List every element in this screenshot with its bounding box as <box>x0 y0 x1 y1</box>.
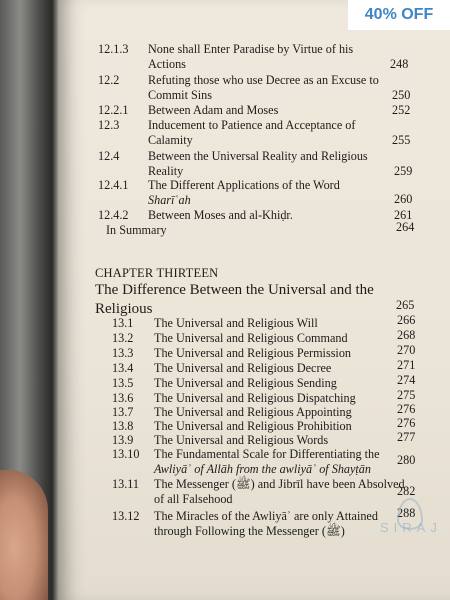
section-number: 13.12 <box>112 509 140 523</box>
section-number: 13.11 <box>112 477 139 491</box>
section-title: In Summary <box>106 223 167 237</box>
page-number: 276 <box>397 402 416 416</box>
section-number: 12.1.3 <box>98 42 129 56</box>
toc-entry-12-4-1 <box>98 178 418 208</box>
section-title: The Universal and Religious Decree <box>154 361 332 375</box>
thumb <box>0 470 48 600</box>
toc-entry-13-3 <box>112 343 422 360</box>
section-title-cont: Calamity <box>148 133 193 147</box>
section-number: 13.6 <box>112 391 134 405</box>
section-number: 13.4 <box>112 361 134 375</box>
section-number: 13.7 <box>112 405 134 419</box>
page-number: 274 <box>397 373 416 387</box>
page-number: 275 <box>397 388 416 402</box>
section-number: 13.5 <box>112 376 134 390</box>
section-title: The Universal and Religious Sending <box>154 376 337 390</box>
toc-entry-13-2 <box>112 328 422 345</box>
section-title: None shall Enter Paradise by Virtue of his <box>148 42 354 56</box>
section-number: 13.8 <box>112 419 134 433</box>
toc-entry-12-2 <box>98 73 418 103</box>
page-number: 264 <box>396 220 415 234</box>
page-number: 252 <box>392 103 411 117</box>
section-number: 13.10 <box>112 447 140 461</box>
discount-badge: 40% OFF <box>348 0 450 30</box>
section-number: 12.4.1 <box>98 178 129 192</box>
chapter-title: The Difference Between the Universal and the Religious <box>95 282 374 317</box>
section-number: 13.9 <box>112 433 134 447</box>
section-title-cont: through Following the Messenger (ﷺ) <box>154 524 345 538</box>
toc-entry-13-12 <box>112 506 422 539</box>
section-title: The Different Applications of the Word <box>148 178 340 192</box>
toc-entry-12-4 <box>98 149 418 179</box>
page-number: 259 <box>394 164 413 178</box>
toc-entry-13-1 <box>112 313 422 330</box>
section-title: The Universal and Religious Words <box>154 433 329 447</box>
section-number: 12.3 <box>98 118 120 132</box>
page-number: 282 <box>397 484 416 498</box>
page-number: 277 <box>397 430 416 444</box>
section-number: 13.1 <box>112 316 134 330</box>
toc-entry-13-9 <box>112 430 422 447</box>
page-number: 268 <box>397 328 416 342</box>
siraj-watermark: SIRAJ <box>380 520 442 535</box>
toc-entry-12-4-2 <box>98 208 418 223</box>
page-number: 280 <box>397 453 416 467</box>
section-title-cont: Reality <box>148 164 184 178</box>
page-number: 260 <box>394 192 413 206</box>
page-number: 261 <box>394 208 413 222</box>
section-number: 12.4.2 <box>98 208 129 222</box>
section-title: Between the Universal Reality and Religious <box>148 149 368 163</box>
toc-entry-13-10 <box>112 447 422 477</box>
toc-entry-13-8 <box>112 416 422 433</box>
page-number: 265 <box>396 298 415 312</box>
page-number: 288 <box>397 506 416 520</box>
toc-entry-12-1-3 <box>98 42 418 72</box>
section-number: 12.2 <box>98 73 120 87</box>
section-number: 13.3 <box>112 346 134 360</box>
page-number: 248 <box>390 57 409 71</box>
section-title: Refuting those who use Decree as an Excuse to <box>148 73 379 87</box>
toc-entry-12-3 <box>98 118 418 148</box>
toc-entry-13-7 <box>112 402 422 419</box>
section-title: The Universal and Religious Permission <box>154 346 352 360</box>
section-number: 13.2 <box>112 331 134 345</box>
section-title: Inducement to Patience and Acceptance of <box>148 118 356 132</box>
chapter-label: CHAPTER THIRTEEN <box>95 266 219 280</box>
toc-entry-13-5 <box>112 373 422 390</box>
page-number: 270 <box>397 343 416 357</box>
toc-entry-12-2-1 <box>98 103 418 118</box>
page-number: 276 <box>397 416 416 430</box>
page-number: 266 <box>397 313 416 327</box>
section-title: Between Adam and Moses <box>148 103 279 117</box>
section-title: The Miracles of the Awliyāʾ are only Attained <box>154 509 378 523</box>
section-number: 12.4 <box>98 149 120 163</box>
section-number: 12.2.1 <box>98 103 129 117</box>
section-title-cont: Awliyāʾ of Allāh from the awliyāʾ of Shayṭān <box>154 462 371 476</box>
section-title: The Universal and Religious Will <box>154 316 318 330</box>
page-number: 271 <box>397 358 416 372</box>
section-title-cont: Commit Sins <box>148 88 213 102</box>
section-title: The Universal and Religious Dispatching <box>154 391 356 405</box>
section-title-cont: Actions <box>148 57 186 71</box>
section-title: The Universal and Religious Appointing <box>154 405 352 419</box>
page-number: 250 <box>392 88 411 102</box>
section-title-cont: of all Falsehood <box>154 492 233 506</box>
section-title-cont: Sharīʿah <box>148 193 191 207</box>
toc-entry-summary <box>106 220 418 238</box>
section-title: The Universal and Religious Command <box>154 331 348 345</box>
section-title: The Fundamental Scale for Differentiating the <box>154 447 380 461</box>
section-title: The Messenger (ﷺ) and Jibrīl have been Absolved <box>154 477 405 491</box>
page-number: 255 <box>392 133 411 147</box>
book-page <box>58 0 450 600</box>
toc-entry-13-11 <box>112 477 422 507</box>
section-title: The Universal and Religious Prohibition <box>154 419 352 433</box>
toc-entry-13-4 <box>112 358 422 375</box>
section-title: Between Moses and al-Khiḍr. <box>148 208 293 222</box>
toc-entry-13-6 <box>112 388 422 405</box>
